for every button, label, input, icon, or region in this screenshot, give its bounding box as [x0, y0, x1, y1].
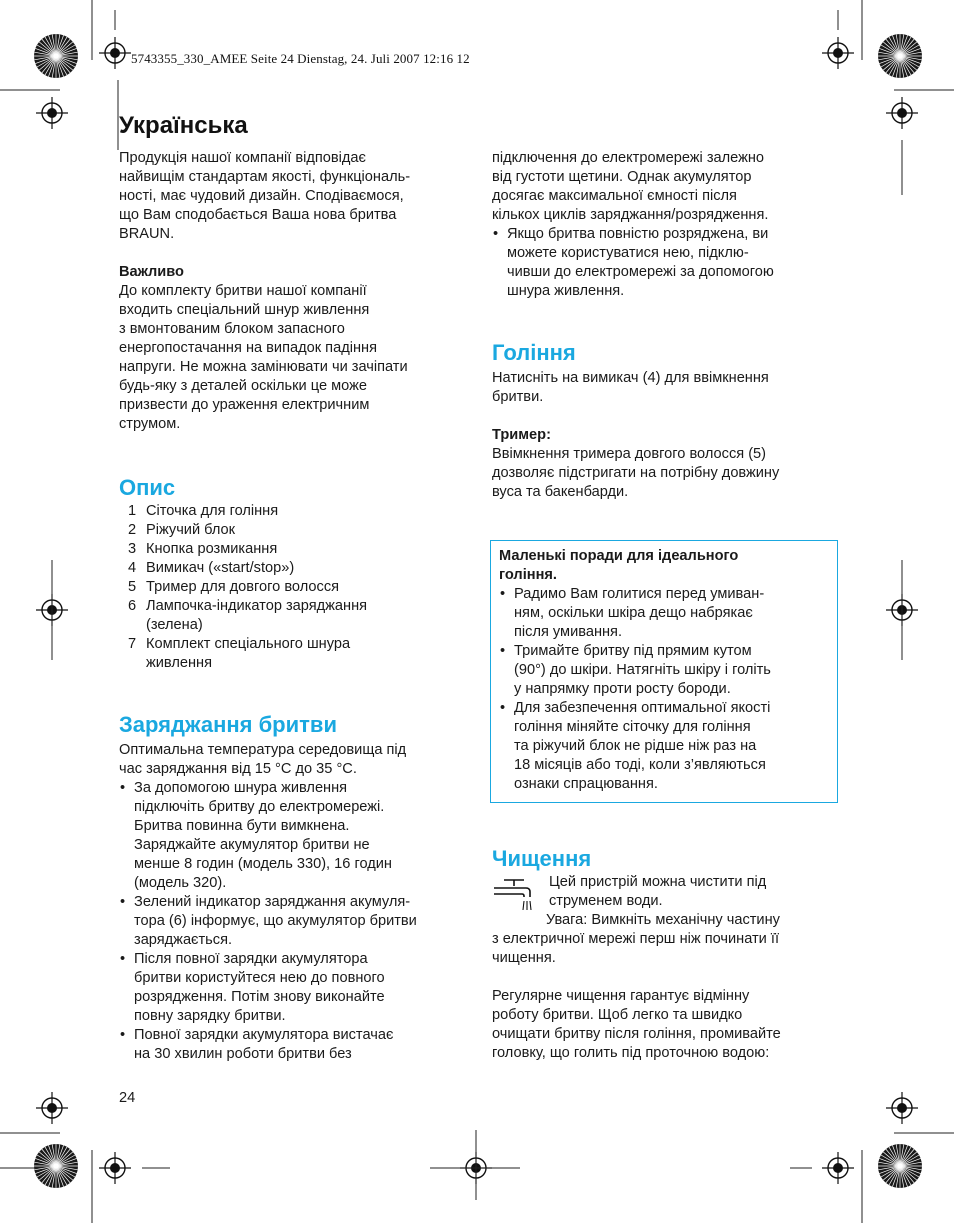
left-column [119, 149, 464, 1064]
trimmer-text [492, 445, 838, 502]
tips-line: 18 місяців або тоді, коли з’являються [514, 757, 766, 773]
cleaning-line: головку, що голить під проточною водою: [492, 1045, 770, 1061]
shaving-line: Натисніть на вимикач (4) для ввімкнення [492, 370, 769, 386]
page-title: Українська [119, 112, 248, 139]
charging-bullets [119, 779, 464, 1064]
continued-line: можете користуватися нею, підклю- [507, 245, 749, 261]
tips-line: у напрямку проти росту бороди. [514, 681, 731, 697]
trimmer-line: дозволяє підстригати на потрібну довжину [492, 465, 780, 481]
tips-line: • Для забезпечення оптимальної якості [514, 700, 771, 716]
description-item [119, 578, 464, 597]
important-line: напруги. Не можна замінювати чи зачіпати [119, 359, 408, 375]
shaving-heading: Гоління [492, 340, 576, 365]
description-line: Кнопка розмикання [146, 541, 278, 557]
cleaning-text-1 [492, 873, 838, 911]
charging-line: менше 8 годин (модель 330), 16 годин [134, 856, 392, 872]
description-item [119, 502, 464, 521]
charging-line: бритви користуйтеся нею до повного [134, 970, 385, 986]
description-line: Ріжучий блок [146, 522, 236, 538]
cleaning-line: Регулярне чищення гарантує відмінну [492, 988, 750, 1004]
important-line: енергопостачання на випадок падіння [119, 340, 377, 356]
tips-heading [499, 547, 829, 585]
charging-intro [119, 741, 464, 779]
trimmer-line: вуса та бакенбарди. [492, 484, 629, 500]
cleaning-heading: Чищення [492, 846, 592, 871]
tips-line: ознаки спрацювання. [514, 776, 658, 792]
description-line: Комплект спеціального шнура [146, 636, 351, 652]
continued-item [492, 225, 838, 301]
intro-line: що Вам сподобається Ваша нова бритва [119, 207, 397, 223]
tips-heading-line: гоління. [499, 567, 557, 583]
important-text [119, 282, 464, 434]
continued-line: шнура живлення. [507, 283, 625, 299]
charging-line: Бритва повинна бути вимкнена. [134, 818, 350, 834]
description-line: Лампочка-індикатор заряджання [146, 598, 368, 614]
description-item [119, 540, 464, 559]
water-tap-icon [492, 877, 536, 917]
continued-line: • Якщо бритва повністю розряджена, ви [507, 226, 769, 242]
description-line: Вимикач («start/stop») [146, 560, 295, 576]
shaving-text [492, 369, 838, 407]
description-heading: Опис [119, 475, 176, 500]
continued-line: від густоти щетини. Однак акумулятор [492, 169, 752, 185]
charging-intro-line: Оптимальна температура середовища під [119, 742, 407, 758]
tips-line: ням, оскільки шкіра дещо набрякає [514, 605, 753, 621]
important-line: призвести до ураження електричним [119, 397, 370, 413]
charging-line: • За допомогою шнура живлення [134, 780, 348, 796]
continued-line: кількох циклів заряджання/розрядження. [492, 207, 769, 223]
right-column [492, 149, 838, 1063]
description-line: Тример для довгого волосся [146, 579, 340, 595]
intro-text [119, 149, 464, 244]
charging-line: повну зарядку бритви. [134, 1008, 286, 1024]
item-number: 7 [128, 636, 137, 652]
cleaning-line: Увага: Вимкніть механічну частину [546, 912, 780, 928]
charging-item [119, 893, 464, 950]
important-line: струмом. [119, 416, 181, 432]
tips-line: (90°) до шкіри. Натягніть шкіру і голіть [514, 662, 771, 678]
description-item [119, 521, 464, 540]
trimmer-line: Ввімкнення тримера довгого волосся (5) [492, 446, 767, 462]
charging-item [119, 1026, 464, 1064]
intro-line: Продукція нашої компанії відповідає [119, 150, 366, 166]
description-line: (зелена) [146, 617, 203, 633]
continued-line: досягає максимальної ємності після [492, 188, 737, 204]
description-item [119, 559, 464, 578]
cleaning-text-2 [492, 911, 838, 968]
important-line: будь-яку з деталей оскільки це може [119, 378, 367, 394]
description-list [119, 502, 464, 673]
item-number: 3 [128, 541, 137, 557]
continued-line: підключення до електромережі залежно [492, 150, 765, 166]
cleaning-text-3 [492, 987, 838, 1063]
tips-item [499, 585, 829, 642]
charging-line: • Після повної зарядки акумулятора [134, 951, 368, 967]
item-number: 4 [128, 560, 137, 576]
cleaning-line: струменем води. [549, 893, 663, 909]
charging-line: тора (6) інформує, що акумулятор бритви [134, 913, 417, 929]
description-line: живлення [146, 655, 212, 671]
intro-line: ності, має чудовий дизайн. Сподіваємося, [119, 188, 404, 204]
cleaning-line: з електричної мережі перш ніж починати її [492, 931, 780, 947]
charging-heading: Заряджання бритви [119, 712, 337, 737]
item-number: 5 [128, 579, 137, 595]
page-number: 24 [119, 1090, 136, 1106]
description-item [119, 635, 464, 673]
charging-line: • Повної зарядки акумулятора вистачає [134, 1027, 394, 1043]
shaving-line: бритви. [492, 389, 544, 405]
cleaning-line: очищати бритву після гоління, промивайте [492, 1026, 781, 1042]
important-line: До комплекту бритви нашої компанії [119, 283, 367, 299]
cleaning-line: Цей пристрій можна чистити під [549, 874, 767, 890]
item-number: 1 [128, 503, 137, 519]
cleaning-line: роботу бритви. Щоб легко та швидко [492, 1007, 743, 1023]
item-number: 2 [128, 522, 137, 538]
charging-item [119, 779, 464, 893]
charging-line: • Зелений індикатор заряджання акумуля- [134, 894, 411, 910]
tips-box [490, 540, 838, 803]
tips-line: гоління міняйте сіточку для гоління [514, 719, 751, 735]
intro-line: найвищім стандартам якості, функціональ- [119, 169, 411, 185]
charging-line: підключіть бритву до електромережі. [134, 799, 385, 815]
charging-item [119, 950, 464, 1026]
description-item [119, 597, 464, 635]
charging-intro-line: час заряджання від 15 °C до 35 °C. [119, 761, 357, 777]
charging-line: розрядження. Потім знову виконайте [134, 989, 385, 1005]
print-header: 5743355_330_AMEE Seite 24 Dienstag, 24. Juli 2007 12:16 12 [131, 51, 470, 66]
tips-heading-line: Маленькі поради для ідеального [499, 548, 739, 564]
tips-bullets [499, 585, 829, 794]
continued-bullets [492, 225, 838, 301]
tips-line: після умивання. [514, 624, 623, 640]
cleaning-section [492, 873, 838, 1063]
charging-line: заряджається. [134, 932, 233, 948]
item-number: 6 [128, 598, 137, 614]
tips-item [499, 699, 829, 794]
charging-line: Заряджайте акумулятор бритви не [134, 837, 370, 853]
trimmer-heading: Тример: [492, 427, 551, 443]
tips-line: • Радимо Вам голитися перед умиван- [514, 586, 765, 602]
tips-line: та ріжучий блок не рідше ніж раз на [514, 738, 757, 754]
important-line: з вмонтованим блоком запасного [119, 321, 345, 337]
intro-line: BRAUN. [119, 226, 175, 242]
charging-line: на 30 хвилин роботи бритви без [134, 1046, 352, 1062]
continued-text [492, 149, 838, 225]
tips-line: • Тримайте бритву під прямим кутом [514, 643, 752, 659]
charging-line: (модель 320). [134, 875, 227, 891]
description-line: Сіточка для гоління [146, 503, 279, 519]
cleaning-line: чищення. [492, 950, 556, 966]
continued-line: чивши до електромережі за допомогою [507, 264, 774, 280]
important-line: входить спеціальний шнур живлення [119, 302, 370, 318]
tips-item [499, 642, 829, 699]
important-heading: Важливо [119, 264, 184, 280]
